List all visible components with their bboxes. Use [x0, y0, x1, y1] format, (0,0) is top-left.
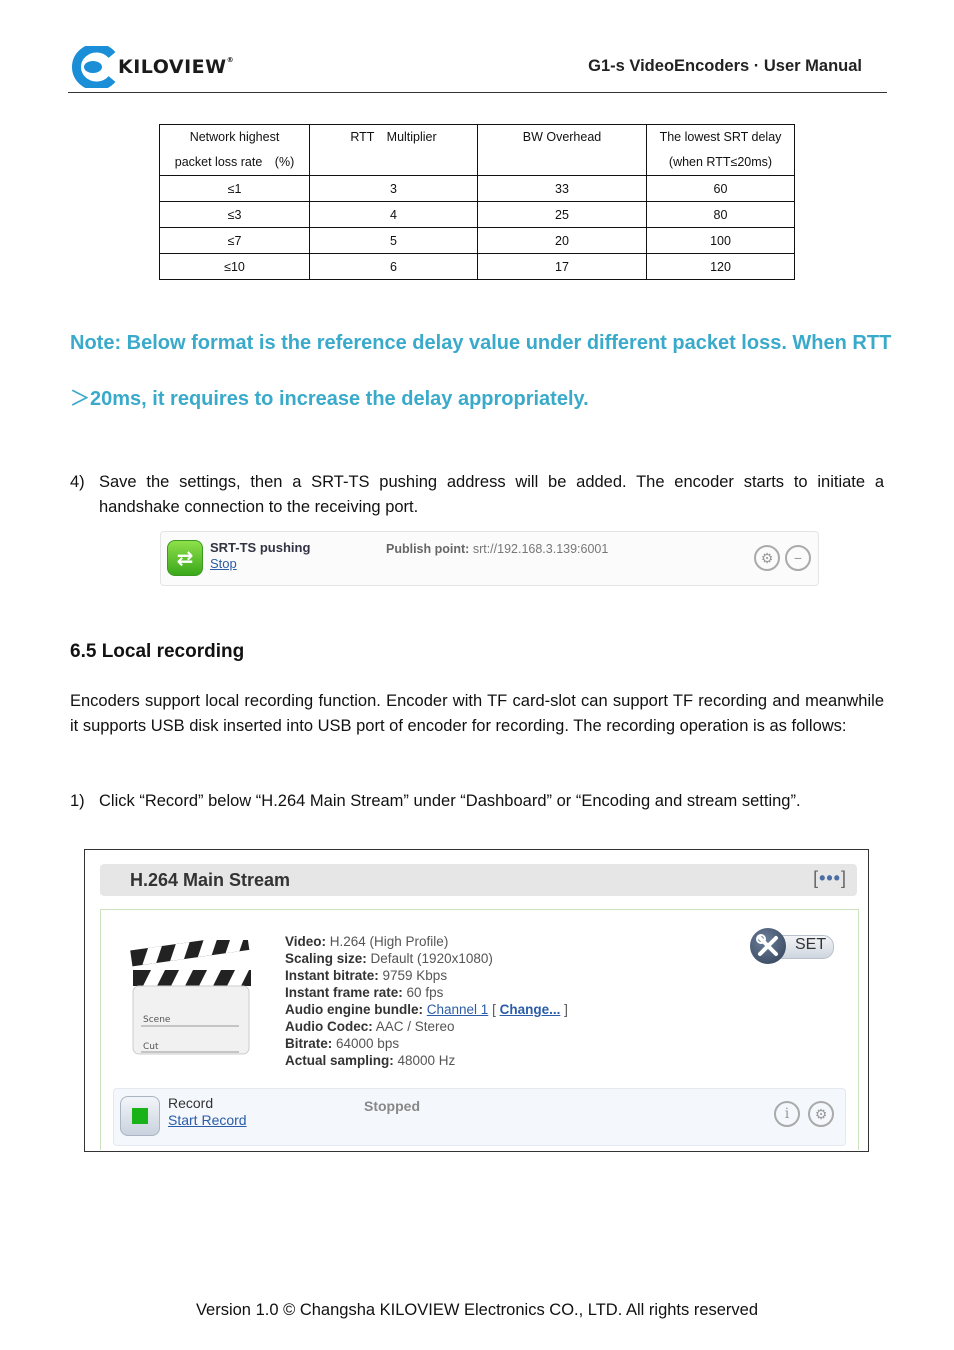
section-title: 6.5 Local recording [70, 641, 245, 662]
info-sampling: Actual sampling: 48000 Hz [285, 1053, 456, 1068]
channel-link[interactable]: Channel 1 [426, 1002, 489, 1017]
clapper-scene-label: Scene [143, 1015, 171, 1025]
table-row [160, 254, 795, 280]
kiloview-logo-icon [68, 46, 116, 88]
section-intro: Encoders support local recording function. Encoder with TF card-slot can support TF recording and meanwhile it supports USB disk inserted into USB port of encoder for recording. The recording operation is as follows: [70, 692, 884, 735]
stream-header [100, 864, 857, 896]
record-status-icon [120, 1096, 160, 1136]
info-icon[interactable]: i [774, 1101, 800, 1127]
step-text: Click “Record” below “H.264 Main Stream” under “Dashboard” or “Encoding and stream setting”. [99, 792, 801, 810]
gear-icon[interactable]: ⚙ [808, 1101, 834, 1127]
table-header-row [160, 125, 795, 176]
change-link[interactable]: Change... [499, 1002, 561, 1017]
table-cell: 80 [647, 202, 795, 228]
gear-icon[interactable]: ⚙ [754, 545, 780, 571]
table-row [160, 202, 795, 228]
step-text: Save the settings, then a SRT-TS pushing address will be added. The encoder starts to initiate a handshake connection to the receiving port. [99, 473, 884, 516]
stream-body [100, 909, 859, 1150]
table-cell: 33 [478, 176, 647, 202]
srt-pushing-title: SRT-TS pushing [210, 540, 311, 555]
manual-title: G1-s VideoEncoders · User Manual [588, 57, 862, 75]
info-bitrate: Instant bitrate: 9759 Kbps [285, 968, 448, 983]
step-number: 4) [70, 473, 85, 491]
srt-delay-table [159, 124, 795, 280]
record-title: Record [168, 1095, 214, 1111]
info-scaling: Scaling size: Default (1920x1080) [285, 951, 493, 966]
table-row [160, 176, 795, 202]
table-cell: ≤7 [160, 228, 310, 254]
info-audio-bitrate: Bitrate: 64000 bps [285, 1036, 400, 1051]
set-button-label: SET [795, 936, 827, 953]
table-header-cell: BW Overhead [478, 125, 647, 176]
table-header-cell: RTT Multiplier [310, 125, 478, 176]
kiloview-logo [68, 46, 238, 90]
table-cell: 4 [310, 202, 478, 228]
step-number: 1) [70, 792, 85, 810]
publish-point-value: srt://192.168.3.139:6001 [472, 542, 609, 556]
table-cell: 100 [647, 228, 795, 254]
table-header-cell: The lowest SRT delay (when RTT≤20ms) [647, 125, 795, 176]
table-row [160, 228, 795, 254]
info-frame-rate: Instant frame rate: 60 fps [285, 985, 444, 1000]
set-button[interactable] [750, 928, 835, 964]
clapper-cut-label: Cut [143, 1042, 159, 1052]
table-cell: 5 [310, 228, 478, 254]
info-video: Video: H.264 (High Profile) [285, 934, 449, 949]
wrench-screwdriver-icon [750, 928, 786, 964]
table-header-cell: Network highest packet loss rate (%) [160, 125, 310, 176]
page-footer: Version 1.0 © Changsha KILOVIEW Electronics CO., LTD. All rights reserved [195, 1301, 759, 1319]
note-line-2: ＞20ms, it requires to increase the delay appropriately. [70, 388, 589, 410]
table-cell: 3 [310, 176, 478, 202]
table-cell: ≤3 [160, 202, 310, 228]
table-cell: ≤1 [160, 176, 310, 202]
stream-info [285, 933, 568, 1069]
start-record-link[interactable]: Start Record [168, 1112, 247, 1128]
info-audio-bundle: Audio engine bundle: Channel 1 [ Change... ] [285, 1002, 568, 1017]
swap-arrows-icon: ⇄ [167, 540, 203, 576]
more-options-button[interactable]: [•••] [813, 868, 847, 888]
table-cell: 6 [310, 254, 478, 280]
clapperboard-icon [129, 940, 253, 1055]
srt-ts-pushing-panel [160, 531, 819, 586]
step-4 [70, 470, 884, 520]
remove-icon[interactable]: − [785, 545, 811, 571]
table-cell: ≤10 [160, 254, 310, 280]
step-1 [70, 789, 884, 814]
more-dots-icon: ••• [819, 868, 841, 888]
note-line-1: Note: Below format is the reference delay value under different packet loss. When RTT [70, 332, 892, 354]
record-bar [113, 1088, 846, 1146]
publish-point: Publish point: srt://192.168.3.139:6001 [386, 542, 609, 556]
stream-title: H.264 Main Stream [130, 870, 291, 890]
table-cell: 25 [478, 202, 647, 228]
main-stream-screenshot [84, 849, 869, 1152]
header-divider [68, 92, 887, 93]
logo-wordmark: KILOVIEW® [118, 56, 235, 78]
table-cell: 60 [647, 176, 795, 202]
table-cell: 17 [478, 254, 647, 280]
stop-link[interactable]: Stop [210, 556, 237, 571]
table-cell: 20 [478, 228, 647, 254]
table-cell: 120 [647, 254, 795, 280]
info-audio-codec: Audio Codec: AAC / Stereo [285, 1019, 455, 1034]
record-status: Stopped [364, 1098, 420, 1114]
